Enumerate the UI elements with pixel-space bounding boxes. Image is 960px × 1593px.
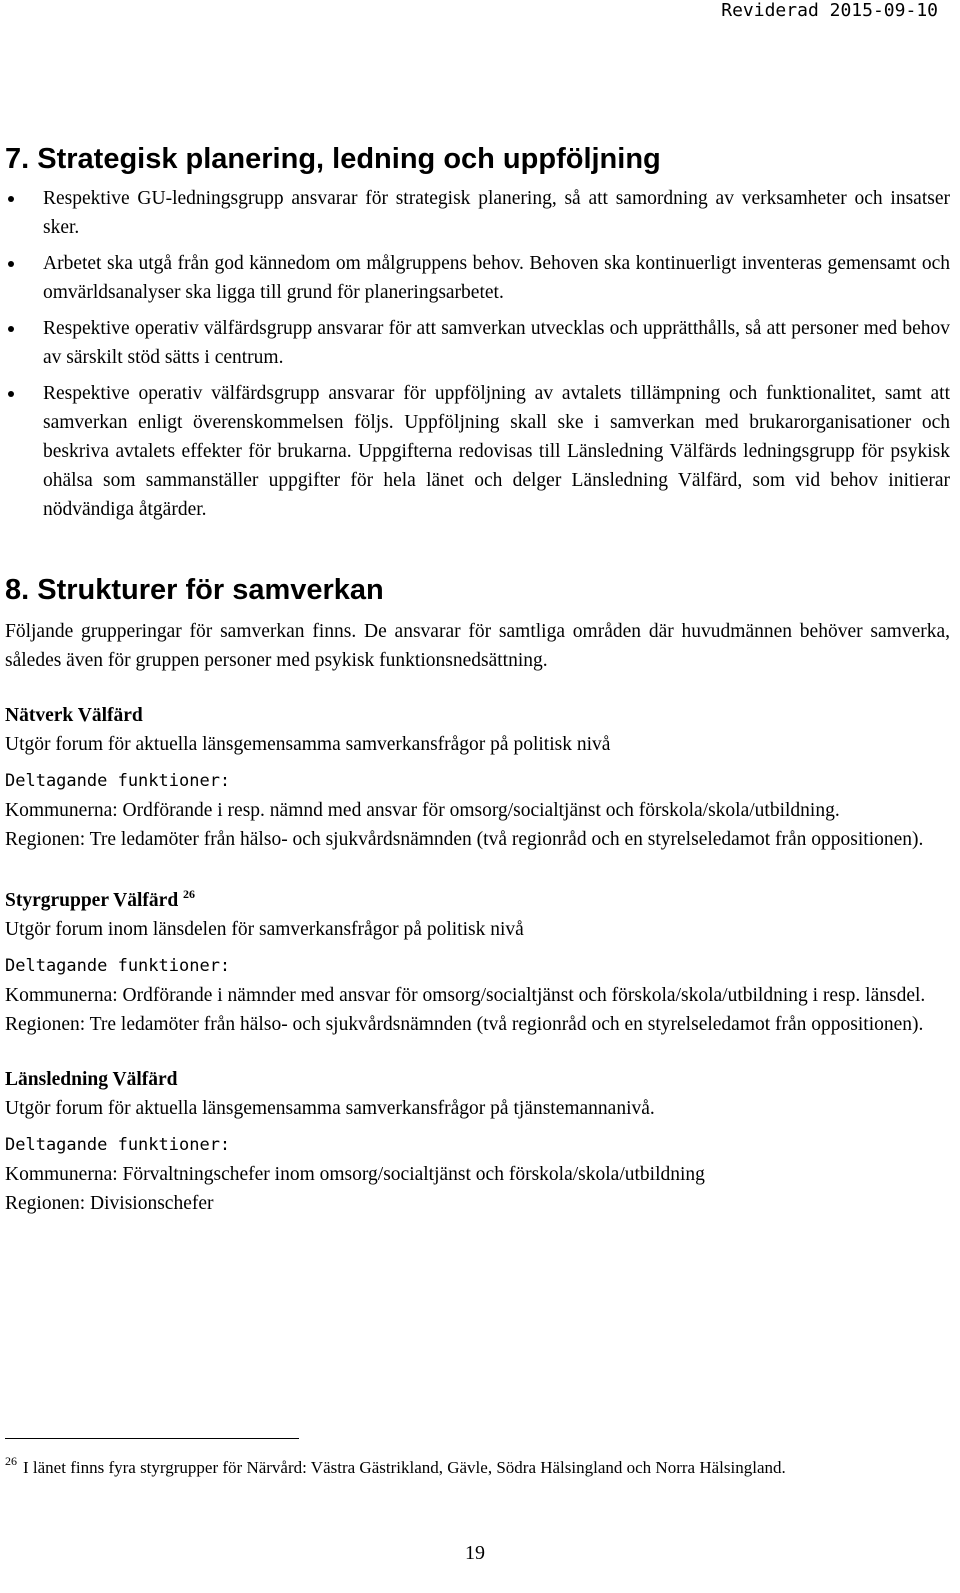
group-forum: Utgör forum inom länsdelen för samverkansfrågor på politisk nivå xyxy=(5,919,524,940)
list-item: Arbetet ska utgå från god kännedom om målgruppens behov. Behoven ska kontinuerligt inventeras gemensamt och omvärldsanalyser ska ligga till grund för planeringsarbetet. xyxy=(5,249,950,307)
footnote-number: 26 xyxy=(5,1454,17,1468)
group-styrgrupper-valfard xyxy=(5,880,950,1039)
participants-label: Deltagande funktioner: xyxy=(5,956,231,976)
bullet-icon xyxy=(8,326,14,332)
list-item: Respektive GU-ledningsgrupp ansvarar för strategisk planering, så att samordning av verksamheter och insatser sker. xyxy=(5,184,950,242)
bullet-icon xyxy=(8,196,14,202)
section-8-heading: 8. Strukturer för samverkan xyxy=(5,574,384,606)
group-forum: Utgör forum för aktuella länsgemensamma samverkansfrågor på politisk nivå xyxy=(5,734,611,755)
participants-label: Deltagande funktioner: xyxy=(5,771,231,791)
revision-date: Reviderad 2015-09-10 xyxy=(721,0,938,21)
group-natverk-valfard xyxy=(5,701,950,854)
section-7-bullet-list xyxy=(5,184,950,524)
group-title: Länsledning Välfärd xyxy=(5,1069,178,1090)
list-item: Respektive operativ välfärdsgrupp ansvarar för uppföljning av avtalets tillämpning och funktionalitet, samt att samverkan enligt överenskommelsen följs. Uppföljning skall ske i samverkan med brukarorganisationer och beskriva avtalets effekter för brukarna. Uppgifterna redovisas till Länsledning Välfärds ledningsgrupp för psykisk ohälsa som sammanställer uppgifter för hela länet och delger Länsledning Välfärd, som vid behov initierar nödvändiga åtgärder. xyxy=(5,379,950,524)
page-content xyxy=(5,140,950,1218)
participants-label: Deltagande funktioner: xyxy=(5,1135,231,1155)
bullet-icon xyxy=(8,261,14,267)
participant-line: Kommunerna: Förvaltningschefer inom omsorg/socialtjänst och förskola/skola/utbildning xyxy=(5,1164,705,1185)
section-8-intro: Följande grupperingar för samverkan finns. De ansvarar för samtliga områden där huvudmännen behöver samverka, således även för gruppen personer med psykisk funktionsnedsättning. xyxy=(5,621,950,671)
group-forum: Utgör forum för aktuella länsgemensamma samverkansfrågor på tjänstemannanivå. xyxy=(5,1098,655,1119)
list-item: Respektive operativ välfärdsgrupp ansvarar för att samverkan utvecklas och upprätthålls, så att personer med behov av särskilt stöd sätts i centrum. xyxy=(5,314,950,372)
footnote xyxy=(5,1449,786,1480)
footnote-text: I länet finns fyra styrgrupper för Närvård: Västra Gästrikland, Gävle, Södra Hälsingland och Norra Hälsingland. xyxy=(23,1458,786,1477)
page-number: 19 xyxy=(465,1542,485,1564)
group-lansledning-valfard xyxy=(5,1065,950,1218)
participant-line: Kommunerna: Ordförande i resp. nämnd med ansvar för omsorg/socialtjänst och förskola/skola/utbildning. xyxy=(5,800,840,821)
group-title: Nätverk Välfärd xyxy=(5,705,143,726)
section-7-heading: 7. Strategisk planering, ledning och uppföljning xyxy=(5,143,661,175)
group-title: Styrgrupper Välfärd $^{26}$ xyxy=(5,887,196,911)
participant-line: Kommunerna: Ordförande i nämnder med ansvar för omsorg/socialtjänst och förskola/skola/utbildning i resp. länsdel. xyxy=(5,985,926,1006)
footnote-ref: 26 xyxy=(183,887,196,901)
participant-line: Regionen: Tre ledamöter från hälso- och sjukvårdsnämnden (två regionråd och en styrelseledamot från oppositionen). xyxy=(5,1014,924,1035)
bullet-icon xyxy=(8,391,14,397)
footnote-divider xyxy=(5,1438,299,1439)
participant-line: Regionen: Tre ledamöter från hälso- och sjukvårdsnämnden (två regionråd och en styrelseledamot från oppositionen). xyxy=(5,829,924,850)
participant-line: Regionen: Divisionschefer xyxy=(5,1193,214,1214)
